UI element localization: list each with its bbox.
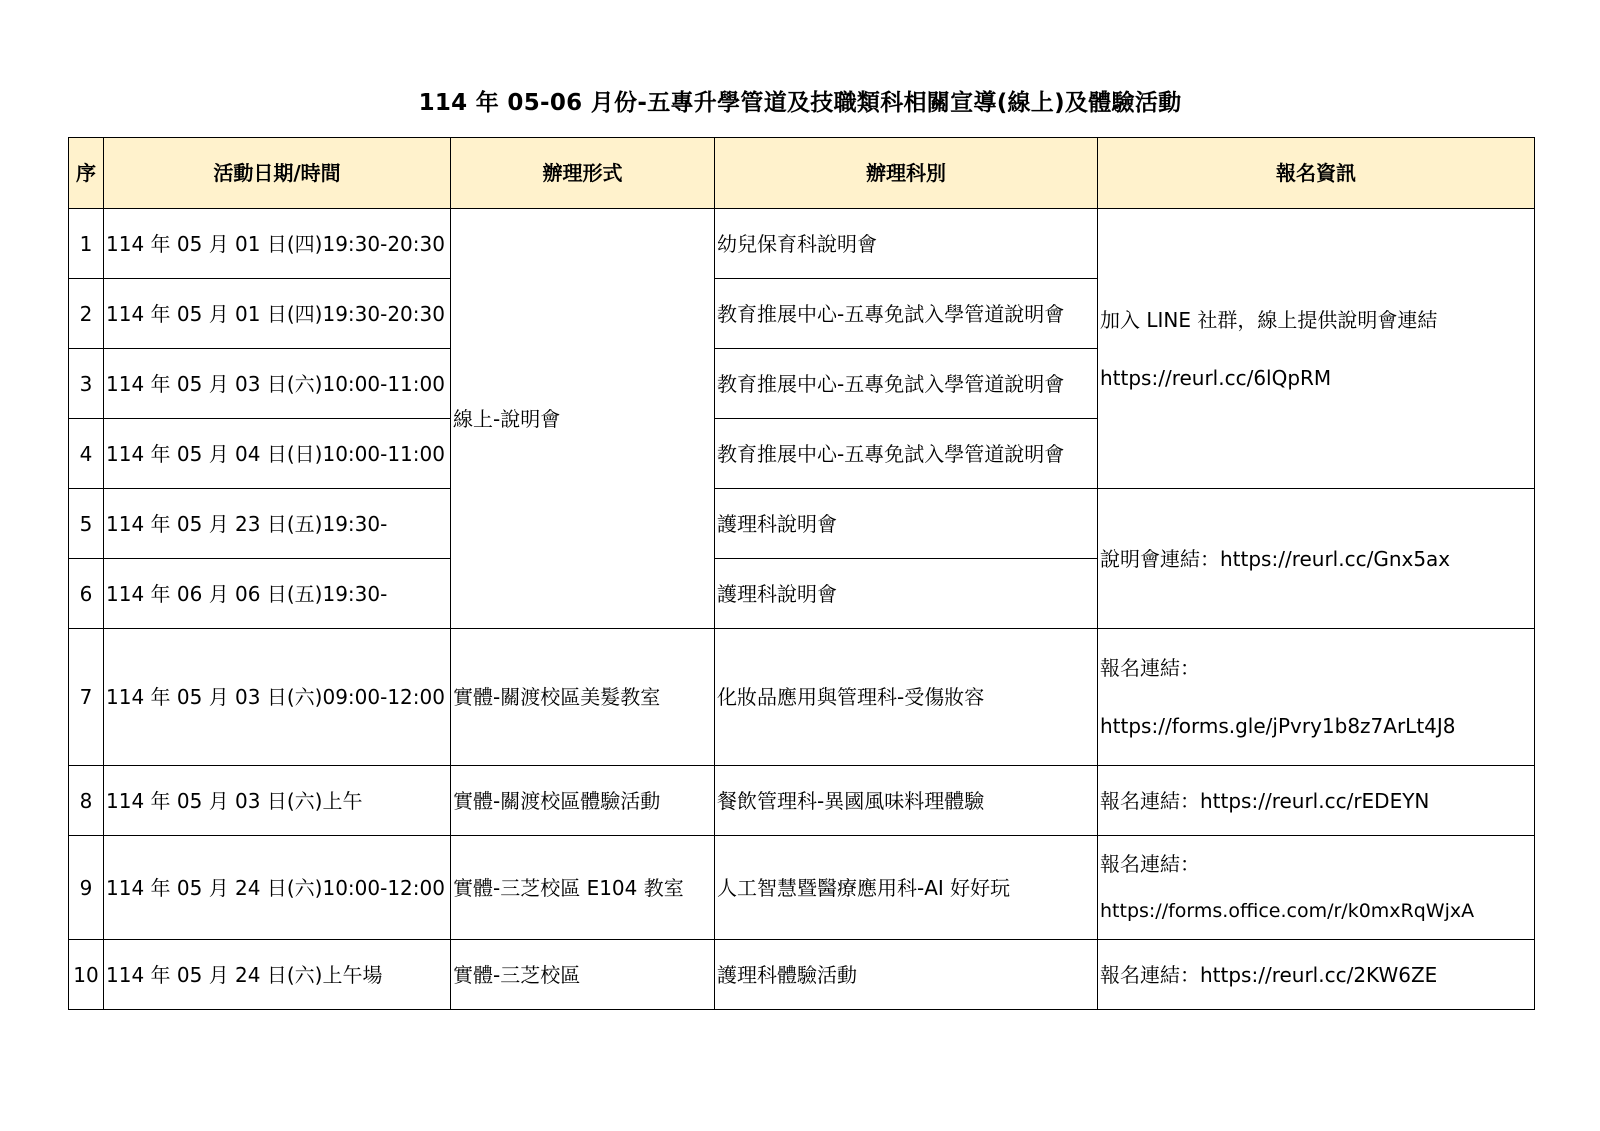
- row-date: 114 年 05 月 01 日(四)19:30-20:30: [104, 209, 451, 279]
- header-format: 辦理形式: [451, 138, 715, 209]
- row-department: 護理科體驗活動: [715, 940, 1098, 1010]
- row-department: 幼兒保育科說明會: [715, 209, 1098, 279]
- row-index: 5: [69, 489, 104, 559]
- row-index: 3: [69, 349, 104, 419]
- registration-link[interactable]: https://forms.office.com/r/k0mxRqWjxA: [1100, 900, 1475, 923]
- registration-label: 報名連結：: [1100, 656, 1200, 680]
- row-index: 4: [69, 419, 104, 489]
- line-community-text: 加入 LINE 社群，線上提供說明會連結: [1100, 307, 1438, 332]
- row-index: 7: [69, 629, 104, 766]
- table-header-row: [69, 138, 1535, 209]
- row-date: 114 年 05 月 23 日(五)19:30-: [104, 489, 451, 559]
- row-department: 護理科說明會: [715, 489, 1098, 559]
- row-index: 1: [69, 209, 104, 279]
- row-registration[interactable]: 報名連結：https://reurl.cc/rEDEYN: [1098, 766, 1535, 836]
- header-index: 序: [69, 138, 104, 209]
- header-date: 活動日期/時間: [104, 138, 451, 209]
- row-department: 人工智慧暨醫療應用科-AI 好好玩: [715, 836, 1098, 940]
- page-title: 114 年 05-06 月份-五專升學管道及技職類科相關宣導(線上)及體驗活動: [418, 90, 1182, 116]
- row-format: 實體-三芝校區 E104 教室: [451, 836, 715, 940]
- row-index: 10: [69, 940, 104, 1010]
- table-row: [69, 836, 1535, 940]
- row-registration: [1098, 836, 1535, 940]
- row-date: 114 年 05 月 24 日(六)上午場: [104, 940, 451, 1010]
- row-department: 餐飲管理科-異國風味料理體驗: [715, 766, 1098, 836]
- row-index: 8: [69, 766, 104, 836]
- row-registration: [1098, 629, 1535, 766]
- row-registration-nursing[interactable]: 說明會連結：https://reurl.cc/Gnx5ax: [1098, 489, 1535, 629]
- row-date: 114 年 05 月 03 日(六)10:00-11:00: [104, 349, 451, 419]
- registration-label: 報名連結：: [1100, 852, 1200, 877]
- row-department: 護理科說明會: [715, 559, 1098, 629]
- row-format-online: 線上-說明會: [451, 209, 715, 629]
- row-date: 114 年 05 月 01 日(四)19:30-20:30: [104, 279, 451, 349]
- table-row: [69, 489, 1535, 559]
- line-community-link[interactable]: https://reurl.cc/6lQpRM: [1100, 365, 1332, 390]
- schedule-table: [68, 137, 1535, 1010]
- table-row: [69, 940, 1535, 1010]
- row-format: 實體-三芝校區: [451, 940, 715, 1010]
- header-registration: 報名資訊: [1098, 138, 1535, 209]
- row-index: 9: [69, 836, 104, 940]
- row-registration-line: [1098, 209, 1535, 489]
- row-department: 化妝品應用與管理科-受傷妝容: [715, 629, 1098, 766]
- registration-link[interactable]: https://forms.gle/jPvry1b8z7ArLt4J8: [1100, 714, 1456, 738]
- row-format: 實體-關渡校區體驗活動: [451, 766, 715, 836]
- row-department: 教育推展中心-五專免試入學管道說明會: [715, 279, 1098, 349]
- row-index: 2: [69, 279, 104, 349]
- table-row: [69, 629, 1535, 766]
- row-date: 114 年 05 月 04 日(日)10:00-11:00: [104, 419, 451, 489]
- row-date: 114 年 06 月 06 日(五)19:30-: [104, 559, 451, 629]
- row-format: 實體-關渡校區美髮教室: [451, 629, 715, 766]
- row-department: 教育推展中心-五專免試入學管道說明會: [715, 349, 1098, 419]
- row-date: 114 年 05 月 03 日(六)上午: [104, 766, 451, 836]
- header-department: 辦理科別: [715, 138, 1098, 209]
- table-row: [69, 209, 1535, 279]
- row-date: 114 年 05 月 03 日(六)09:00-12:00: [104, 629, 451, 766]
- row-index: 6: [69, 559, 104, 629]
- row-date: 114 年 05 月 24 日(六)10:00-12:00: [104, 836, 451, 940]
- row-registration[interactable]: 報名連結：https://reurl.cc/2KW6ZE: [1098, 940, 1535, 1010]
- row-department: 教育推展中心-五專免試入學管道說明會: [715, 419, 1098, 489]
- table-row: [69, 766, 1535, 836]
